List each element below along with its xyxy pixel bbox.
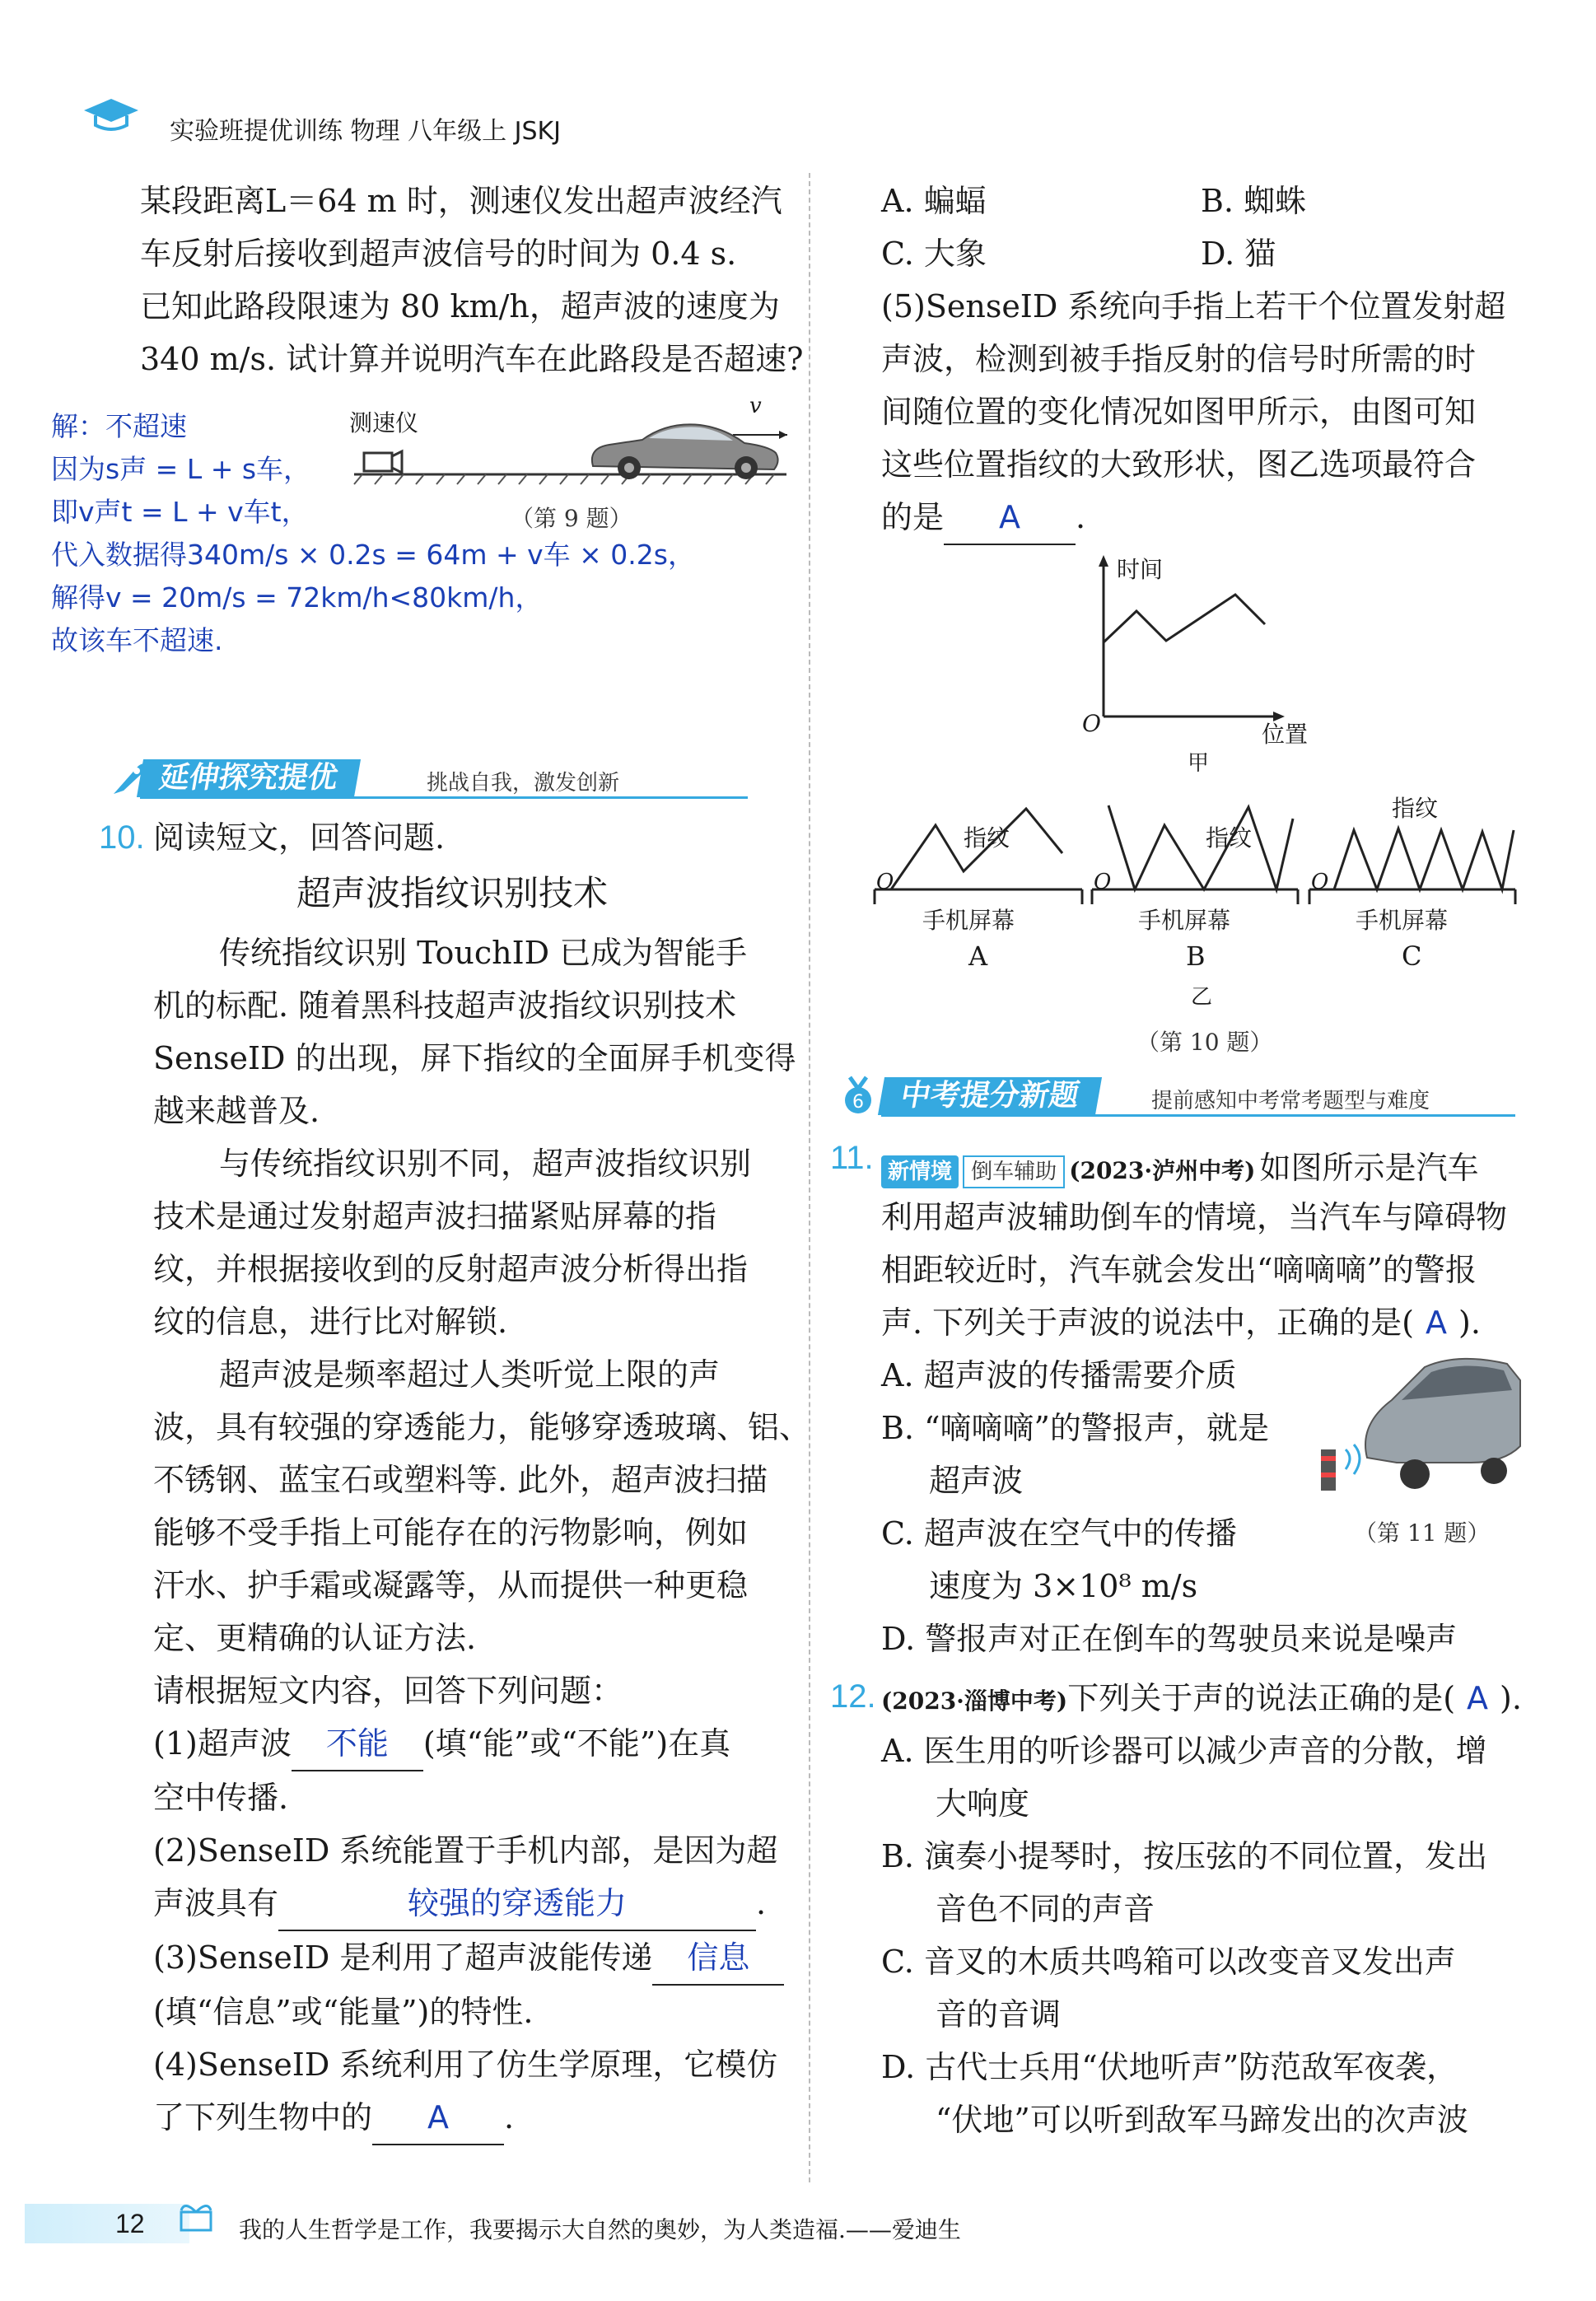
q10-sub1-cont: 空中传播. — [153, 1780, 289, 1816]
s5-line-1: (5)SenseID 系统向手指上若干个位置发射超 — [881, 288, 1506, 324]
graph-jia — [1079, 552, 1342, 774]
choice-a-letter: A — [968, 940, 988, 972]
q11-stem-2: 利用超声波辅助倒车的情境，当汽车与障碍物 — [881, 1199, 1508, 1235]
q9-sol-2: 因为s声 = L + s车， — [51, 453, 311, 485]
option-a: A. 蝙蝠 — [881, 183, 987, 219]
section-extend-label: 延伸探究提优 — [137, 759, 361, 797]
q9-line-3: 已知此路段限速为 80 km/h，超声波的速度为 — [140, 288, 780, 324]
q10-number: 10. — [99, 819, 145, 856]
reversing-car-photo — [1309, 1351, 1524, 1499]
answer-4: A — [372, 2091, 504, 2145]
fingerprint-choices: O O O 指纹 指纹 指纹 手机屏幕 手机屏幕 手机屏幕 A B C — [873, 791, 1532, 980]
q11-opt-b: B. “嘀嘀嘀”的警报声，就是 — [881, 1410, 1269, 1446]
footer — [25, 2201, 1573, 2250]
q11-stem-1: 如图所示是汽车 — [1259, 1150, 1479, 1186]
option-b: B. 蜘蛛 — [1201, 183, 1307, 219]
section-exam-sub: 提前感知中考常考题型与难度 — [1151, 1089, 1430, 1113]
answer-2: 较强的穿透能力 — [278, 1877, 756, 1931]
p1-line-4: 越来越普及. — [153, 1093, 320, 1129]
q10-paragraphs — [153, 926, 810, 2145]
choice-a-screen: 手机屏幕 — [922, 907, 1015, 934]
q10-sub2-cont: 声波具有 较强的穿透能力 . — [153, 1877, 810, 1931]
column-divider — [809, 173, 810, 2182]
choice-c-letter: C — [1402, 940, 1422, 972]
q12-opt-a-cont: 大响度 — [936, 1785, 1030, 1822]
choice-c-screen: 手机屏幕 — [1356, 907, 1449, 934]
answer-3: 信息 — [652, 1931, 784, 1986]
p3-line-2: 波，具有较强的穿透能力，能够穿透玻璃、铝、 — [153, 1409, 811, 1445]
graph-name: 甲 — [1188, 751, 1210, 776]
q10-sub4-cont: 了下列生物中的 A . — [153, 2091, 810, 2145]
q9-line-2: 车反射后接收到超声波信号的时间为 0.4 s. — [140, 236, 737, 272]
p2-line-4: 纹的信息，进行比对解锁. — [153, 1304, 508, 1340]
svg-text:6: 6 — [852, 1092, 864, 1113]
q10-sub1: (1)超声波 不能 (填“能”或“不能”)在真 — [153, 1717, 810, 1771]
q9-line-1: 某段距离L＝64 m 时，测速仪发出超声波经汽 — [140, 183, 782, 219]
q11-answer: A — [1426, 1305, 1447, 1341]
section-extend-header — [91, 754, 749, 802]
q10-intro: 阅读短文，回答问题. — [153, 819, 446, 856]
q11-opt-a: A. 超声波的传播需要介质 — [881, 1357, 1237, 1393]
graph-ylabel: 时间 — [1117, 556, 1164, 583]
p3-line-6: 定、更精确的认证方法. — [153, 1620, 477, 1656]
q9-block — [140, 175, 803, 385]
q10-sub5 — [881, 280, 1505, 545]
q11-opt-b-cont: 超声波 — [929, 1463, 1024, 1499]
choice-c-diagram — [1309, 828, 1515, 904]
q12-source: (2023·淄博中考) — [881, 1687, 1068, 1715]
option-c: C. 大象 — [881, 236, 987, 272]
q12-options — [881, 1725, 1487, 2146]
q12-opt-c-cont: 音的音调 — [936, 1996, 1062, 2033]
p2-line-1: 与传统指纹识别不同，超声波指纹识别 — [219, 1146, 752, 1182]
q11-figure — [1309, 1351, 1532, 1557]
q10-sub3-cont: (填“信息”或“能量”)的特性. — [153, 1994, 534, 2030]
q9-line-4: 340 m/s. 试计算并说明汽车在此路段是否超速? — [140, 341, 804, 377]
figure-yi-label: 乙 — [1191, 985, 1213, 1010]
answer-5: A — [944, 491, 1076, 545]
q9-figure — [346, 394, 791, 535]
choice-a-tag: 指纹 — [964, 824, 1010, 852]
q11-stem-4: 声. 下列关于声波的说法中，正确的是( A ). — [881, 1305, 1481, 1341]
q9-sol-3: 即v声t = L + v车t， — [51, 496, 309, 528]
section-exam-label: 中考提分新题 — [878, 1077, 1102, 1115]
q12-opt-d: D. 古代士兵用“伏地听声”防范敌军夜袭， — [881, 2049, 1458, 2085]
p2-line-3: 纹，并根据接收到的反射超声波分析得出指 — [153, 1251, 749, 1287]
speedometer-label: 测速仪 — [349, 409, 419, 436]
s5-line-4: 这些位置指纹的大致形状，图乙选项最符合 — [881, 446, 1477, 483]
s5-line-3: 间随位置的变化情况如图甲所示，由图可知 — [881, 394, 1477, 430]
q9-sol-1: 解：不超速 — [51, 410, 187, 442]
s5-line-2: 声波，检测到被手指反射的信号时所需的时 — [881, 341, 1477, 377]
q11-number: 11. — [830, 1140, 874, 1176]
p3-line-5: 汗水、护手霜或凝露等，从而提供一种更稳 — [153, 1567, 749, 1603]
q12-opt-b-cont: 音色不同的声音 — [936, 1891, 1155, 1927]
p1-line-1: 传统指纹识别 TouchID 已成为智能手 — [219, 935, 748, 971]
choice-c-tag: 指纹 — [1392, 795, 1439, 822]
q11-caption: （第 11 题） — [1354, 1519, 1491, 1547]
q12-answer: A — [1467, 1680, 1489, 1716]
p3-line-3: 不锈钢、蓝宝石或塑料等. 此外，超声波扫描 — [153, 1462, 768, 1498]
q10-sub3: (3)SenseID 是利用了超声波能传递 信息 — [153, 1931, 810, 1986]
header-title: 实验班提优训练 物理 八年级上 JSKJ — [170, 117, 562, 146]
p3-line-4: 能够不受手指上可能存在的污物影响，例如 — [153, 1515, 749, 1551]
medal-icon — [835, 1074, 881, 1120]
option-d: D. 猫 — [1201, 236, 1276, 272]
graph-origin: O — [1082, 710, 1101, 737]
p3-line-1: 超声波是频率超过人类听觉上限的声 — [219, 1356, 721, 1393]
q12-opt-d-cont: “伏地”可以听到敌军马蹄发出的次声波 — [936, 2102, 1468, 2138]
q9-sol-5: 解得v = 20m/s = 72km/h<80km/h， — [51, 581, 543, 614]
gift-icon — [173, 2201, 222, 2233]
q10-sub4: (4)SenseID 系统利用了仿生学原理，它模仿 — [153, 2047, 778, 2083]
answer-1: 不能 — [292, 1717, 423, 1771]
choice-b-diagram — [1092, 805, 1298, 904]
velocity-label: v — [749, 394, 762, 418]
p2-line-2: 技术是通过发射超声波扫描紧贴屏幕的指 — [153, 1198, 717, 1235]
q11-stem-3: 相距较近时，汽车就会发出“嘀嘀嘀”的警报 — [881, 1252, 1477, 1288]
q11-opt-d: D. 警报声对正在倒车的驾驶员来说是噪声 — [881, 1621, 1458, 1657]
q11-source: (2023·泸州中考) — [1069, 1157, 1256, 1184]
car-illustration — [346, 420, 791, 511]
choice-b-screen: 手机屏幕 — [1138, 907, 1231, 934]
q12-stem: 下列关于声的说法正确的是( — [1067, 1680, 1456, 1716]
graduation-cap-icon — [82, 96, 140, 133]
q9-sol-4: 代入数据得340m/s × 0.2s = 64m + v车 × 0.2s， — [51, 539, 695, 571]
q10-sub2: (2)SenseID 系统能置于手机内部，是因为超 — [153, 1832, 778, 1869]
q11-opt-c: C. 超声波在空气中的传播 — [881, 1515, 1237, 1552]
q10-caption: （第 10 题） — [1136, 1029, 1273, 1056]
q11-opt-c-cont: 速度为 3×10⁸ m/s — [929, 1568, 1198, 1604]
q9-caption: （第 9 题） — [511, 505, 632, 532]
section-extend-sub: 挑战自我，激发创新 — [427, 771, 620, 796]
q10-prompt: 请根据短文内容，回答下列问题： — [153, 1673, 623, 1709]
choice-b-letter: B — [1186, 940, 1206, 972]
q10-title: 超声波指纹识别技术 — [296, 873, 609, 913]
page-number: 12 — [115, 2209, 145, 2238]
p1-line-3: SenseID 的出现，屏下指纹的全面屏手机变得 — [153, 1040, 796, 1076]
q11-tag-new: 新情境 — [881, 1155, 959, 1188]
footer-quote: 我的人生哲学是工作，我要揭示大自然的奥妙，为人类造福.——爱迪生 — [239, 2216, 961, 2243]
q12-opt-b: B. 演奏小提琴时，按压弦的不同位置，发出 — [881, 1838, 1488, 1874]
graph-xlabel: 位置 — [1262, 721, 1309, 748]
q12-opt-a: A. 医生用的听诊器可以减少声音的分散，增 — [881, 1733, 1487, 1769]
q12-opt-c: C. 音叉的木质共鸣箱可以改变音叉发出声 — [881, 1944, 1456, 1980]
choice-b-tag: 指纹 — [1206, 824, 1253, 852]
q12-number: 12. — [830, 1678, 876, 1715]
q11-tag-scene: 倒车辅助 — [963, 1155, 1065, 1188]
p1-line-2: 机的标配. 随着黑科技超声波指纹识别技术 — [153, 987, 737, 1024]
q9-sol-6: 故该车不超速. — [51, 624, 223, 656]
s5-line-5: 的是 A . — [881, 491, 1505, 545]
section-exam-header — [832, 1072, 1515, 1120]
